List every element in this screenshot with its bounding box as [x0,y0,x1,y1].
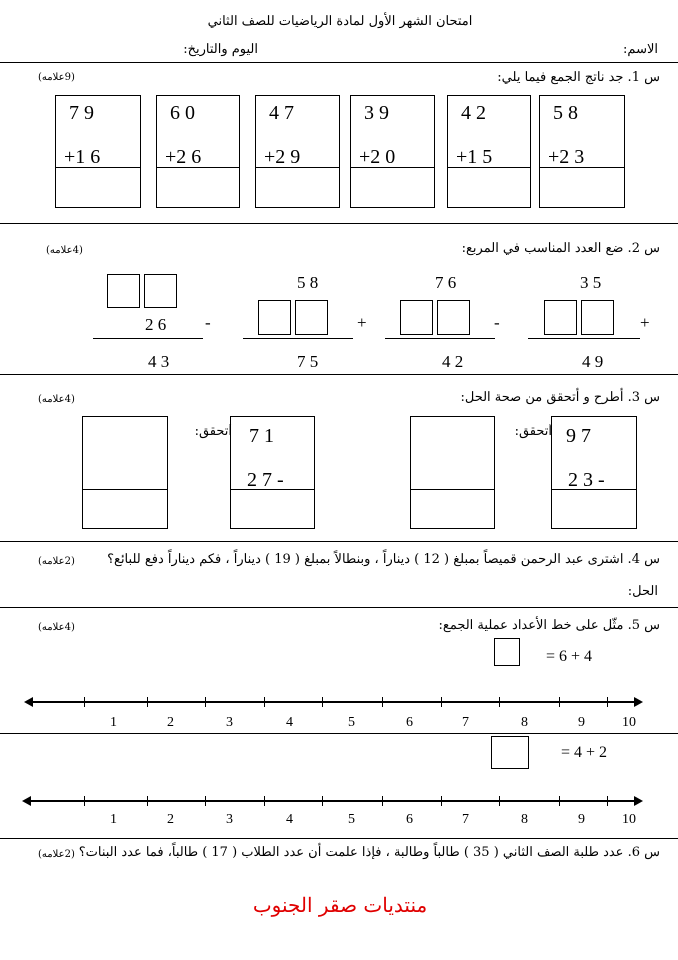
q3-bottom: 2 7 - [247,469,284,491]
answer-box[interactable] [107,274,140,308]
answer-box[interactable] [258,300,291,335]
nl-number: 4 [286,812,293,827]
q2-result: 4 2 [442,352,464,371]
nl-number: 10 [622,715,636,730]
q1-top: 4 7 [269,102,294,124]
q3-top: 7 1 [249,425,274,447]
q3-box-2[interactable] [230,416,315,529]
q2-result: 4 9 [582,352,604,371]
q1-top: 7 9 [69,102,94,124]
q2-result: 7 5 [297,352,319,371]
q1-box-3[interactable] [350,95,435,208]
q1-box-2[interactable] [447,95,531,208]
q1-box-6[interactable] [55,95,141,208]
nl-number: 3 [226,715,233,730]
q3-marks: (4علامه) [38,394,75,405]
q2-op: + [640,313,650,332]
tick [84,796,85,806]
nl-number: 6 [406,812,413,827]
tick [147,697,148,707]
tick [607,697,608,707]
tick [382,796,383,806]
check-label: أتحقق: [194,424,232,439]
nl-number: 9 [578,715,585,730]
nl-number: 10 [622,812,636,827]
divider [0,541,678,542]
q2-result: 4 3 [148,352,170,371]
q1-bottom: +2 6 [165,146,202,168]
answer-box[interactable] [295,300,328,335]
q3-check-box-2[interactable] [82,416,168,529]
answer-box[interactable] [144,274,177,308]
answer-box[interactable] [544,300,577,335]
arrow-left-icon [22,796,31,806]
q2-top: 7 6 [435,273,457,292]
q1-bottom: +1 5 [456,146,493,168]
divider [0,223,678,224]
box-divider [83,489,167,490]
nl-number: 7 [462,812,469,827]
q3-box-1[interactable] [551,416,637,529]
tick [264,796,265,806]
sum-line [93,338,203,339]
answer-box[interactable] [400,300,433,335]
nl-number: 8 [521,812,528,827]
tick [264,697,265,707]
q2-top: 5 8 [297,273,319,292]
q5-prompt: س 5. مثّل على خط الأعداد عملية الجمع: [438,618,660,633]
q2-op: + [357,313,367,332]
q5-eq1: = 6 + 4 [546,648,593,665]
q3-bottom: 2 3 - [568,469,605,491]
sum-line [243,338,353,339]
divider [0,607,678,608]
tick [607,796,608,806]
tick [559,796,560,806]
q3-top: 9 7 [566,425,591,447]
q6-marks: (2علامه) [38,849,75,860]
divider [0,62,678,63]
q1-prompt: س 1. جد ناتج الجمع فيما يلي: [497,70,660,85]
q2-op: - [205,313,211,332]
divider [0,374,678,375]
q6-prompt: س 6. عدد طلبة الصف الثاني ( 35 ) طالباً وطالبة ، فإذا علمت أن عدد الطلاب ( 17 ) طالباً، فما عدد البنات؟ [78,845,660,860]
nl-number: 1 [110,812,117,827]
tick [147,796,148,806]
page-title: امتحان الشهر الأول لمادة الرياضيات للصف الثاني [207,14,473,29]
arrow-right-icon [634,796,643,806]
nl-number: 7 [462,715,469,730]
tick [559,697,560,707]
check-label: أتحقق: [514,424,552,439]
arrow-right-icon [634,697,643,707]
q2-prompt: س 2. ضع العدد المناسب في المربع: [461,241,660,256]
nl-number: 8 [521,715,528,730]
q2-marks: (4علامه) [46,245,83,256]
q1-top: 3 9 [364,102,389,124]
number-line [32,701,636,703]
tick [441,697,442,707]
nl-number: 6 [406,715,413,730]
tick [322,697,323,707]
answer-box[interactable] [494,638,520,666]
answer-box[interactable] [437,300,470,335]
tick [205,796,206,806]
q5-marks: (4علامه) [38,622,75,633]
q1-bottom: +2 3 [548,146,585,168]
q1-bottom: +2 0 [359,146,396,168]
sum-line [385,338,495,339]
nl-number: 5 [348,812,355,827]
q1-box-4[interactable] [255,95,340,208]
nl-number: 2 [167,812,174,827]
number-line [30,800,636,802]
answer-box[interactable] [581,300,614,335]
solution-label: الحل: [627,584,658,599]
nl-number: 3 [226,812,233,827]
tick [499,796,500,806]
q2-op: - [494,313,500,332]
nl-number: 1 [110,715,117,730]
box-divider [411,489,494,490]
name-label: الاسم: [623,42,658,57]
watermark: منتديات صقر الجنوب [252,893,428,917]
q1-bottom: +1 6 [64,146,101,168]
q4-marks: (2علامه) [38,556,75,567]
tick [441,796,442,806]
tick [322,796,323,806]
arrow-left-icon [24,697,33,707]
q3-check-box-1[interactable] [410,416,495,529]
divider [0,733,678,734]
date-label: اليوم والتاريخ: [183,42,258,57]
q2-top: 3 5 [580,273,602,292]
sum-line [528,338,640,339]
q3-prompt: س 3. أطرح و أتحقق من صحة الحل: [460,390,660,405]
q1-top: 5 8 [553,102,578,124]
q4-prompt: س 4. اشترى عبد الرحمن قميصاً بمبلغ ( 12 ) ديناراً ، وبنطالاً بمبلغ ( 19 ) ديناراً ، فكم ديناراً دفع للبائع؟ [107,552,660,567]
tick [499,697,500,707]
q1-top: 6 0 [170,102,195,124]
q2-mid: 2 6 [145,315,167,334]
nl-number: 9 [578,812,585,827]
nl-number: 4 [286,715,293,730]
tick [382,697,383,707]
q5-eq2: = 4 + 2 [561,744,608,761]
nl-number: 2 [167,715,174,730]
tick [205,697,206,707]
tick [84,697,85,707]
q1-box-1[interactable] [539,95,625,208]
q1-marks: (9علامه) [38,72,75,83]
q1-top: 4 2 [461,102,486,124]
q1-box-5[interactable] [156,95,240,208]
divider [0,838,678,839]
nl-number: 5 [348,715,355,730]
answer-box[interactable] [491,736,529,769]
q1-bottom: +2 9 [264,146,301,168]
